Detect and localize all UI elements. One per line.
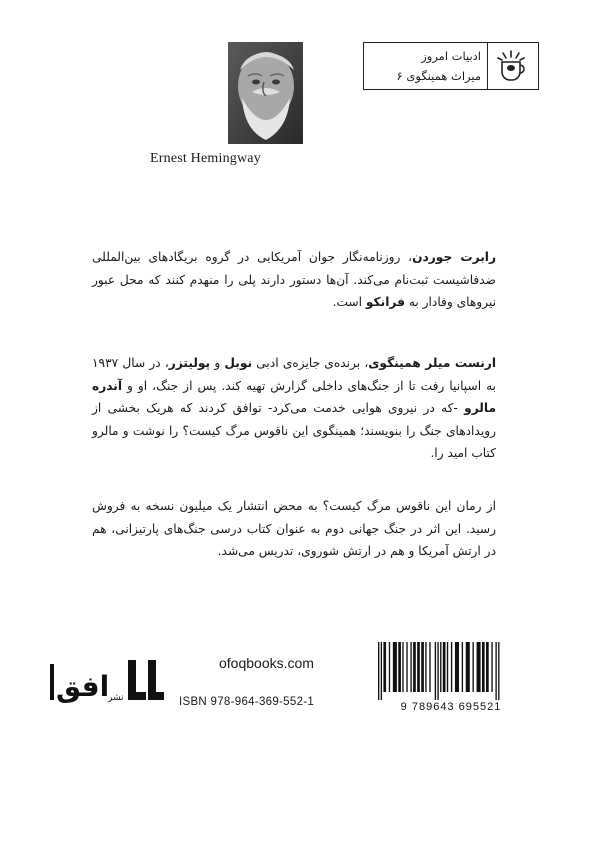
nobel-prize: نوبل (224, 356, 253, 370)
barcode-bar (437, 642, 438, 700)
franco-name: فرانکو (365, 295, 405, 309)
barcode-bar (378, 642, 379, 700)
barcode-bar (393, 642, 397, 692)
series-box (363, 42, 539, 90)
barcode-bar (435, 642, 436, 700)
pulitzer-prize: پولیتزر (168, 356, 211, 370)
blurb-paragraph-1 (92, 246, 496, 314)
barcode-bar (417, 642, 420, 692)
paragraph-2-text-3: ، در سال ۱۹۳۷ به اسپانیا رفت تا از جنگ‌های داخلی گزارش تهیه کند. پس از جنگ، او و (92, 356, 496, 393)
author-name: Ernest Hemingway (150, 151, 261, 166)
barcode-bar (498, 642, 499, 700)
publisher-logo-text: افق (56, 670, 110, 703)
barcode-bars (378, 642, 500, 700)
publisher-website: ofoqbooks.com (219, 655, 314, 671)
series-line-2: میراث همینگوی ۶ (396, 69, 481, 83)
barcode-bar (440, 642, 441, 692)
isbn-text: ISBN 978-964-369-552-1 (179, 696, 315, 708)
series-cup-logo-icon (488, 43, 538, 89)
barcode-bar (389, 642, 390, 692)
barcode-bar (413, 642, 416, 692)
barcode-bar (443, 642, 446, 692)
barcode-bar (482, 642, 485, 692)
barcode-bar (477, 642, 481, 692)
barcode-bar (421, 642, 424, 692)
barcode-bar (429, 642, 430, 692)
paragraph-2-text-2: و (210, 356, 225, 370)
barcode-bar (383, 642, 386, 692)
barcode-bar (495, 642, 496, 700)
character-name: رابرت جوردن (412, 250, 496, 264)
blurb-paragraph-2 (92, 352, 496, 465)
barcode-bar (466, 642, 470, 692)
barcode (372, 640, 530, 712)
series-text (364, 43, 488, 89)
malraux-name: آندره مالرو (92, 378, 496, 415)
blurb-paragraph-3: از رمان این ناقوس مرگ کیست؟ به محض انتشار یک میلیون نسخه به فروش رسید. این اثر در جنگ جهانی دوم به عنوان کتاب درسی جنگ‌های پارتیزانی، هم در ارتش آمریکا و هم در ارتش شوروی، تدریس می‌شد. (92, 499, 496, 558)
series-line-1: ادبیات امروز (421, 49, 481, 63)
paragraph-1-text: ، روزنامه‌نگار جوان آمریکایی در گروه بریگادهای بین‌المللی ضدفاشیست ثبت‌نام می‌کند. آن‌ها دستور دارند پلی را منهدم کنند که محل عبور نیروهای وفادار به (92, 250, 496, 309)
paragraph-1-end: است. (332, 295, 366, 309)
barcode-bar (486, 642, 489, 692)
author-full-name: ارنست میلر همینگوی (368, 356, 497, 370)
barcode-digits: 9 789643 695521 (400, 701, 502, 712)
barcode-bar (406, 642, 407, 692)
barcode-bar (381, 642, 382, 700)
barcode-bar (398, 642, 401, 692)
barcode-bar (425, 642, 426, 692)
paragraph-2-text-1: ، برنده‌ی جایزه‌ی ادبی (252, 356, 369, 370)
author-portrait (228, 42, 303, 144)
barcode-bar (451, 642, 452, 692)
barcode-bar (462, 642, 463, 692)
barcode-bar (473, 642, 474, 692)
barcode-bar (447, 642, 448, 692)
paragraph-2-text-4: -که در نیروی هوایی خدمت می‌کرد- توافق کردند که هریک بخشی از رویدادهای جنگ را بنویسند؛ همینگوی این ناقوس مرگ کیست؟ را نوشت و مالرو کتاب امید را. (92, 401, 496, 460)
barcode-bar (410, 642, 411, 692)
publisher-logo-small: نشر (108, 693, 124, 703)
barcode-bar (455, 642, 459, 692)
publisher-logo (50, 652, 165, 708)
barcode-bar (491, 642, 492, 692)
barcode-bar (402, 642, 403, 692)
